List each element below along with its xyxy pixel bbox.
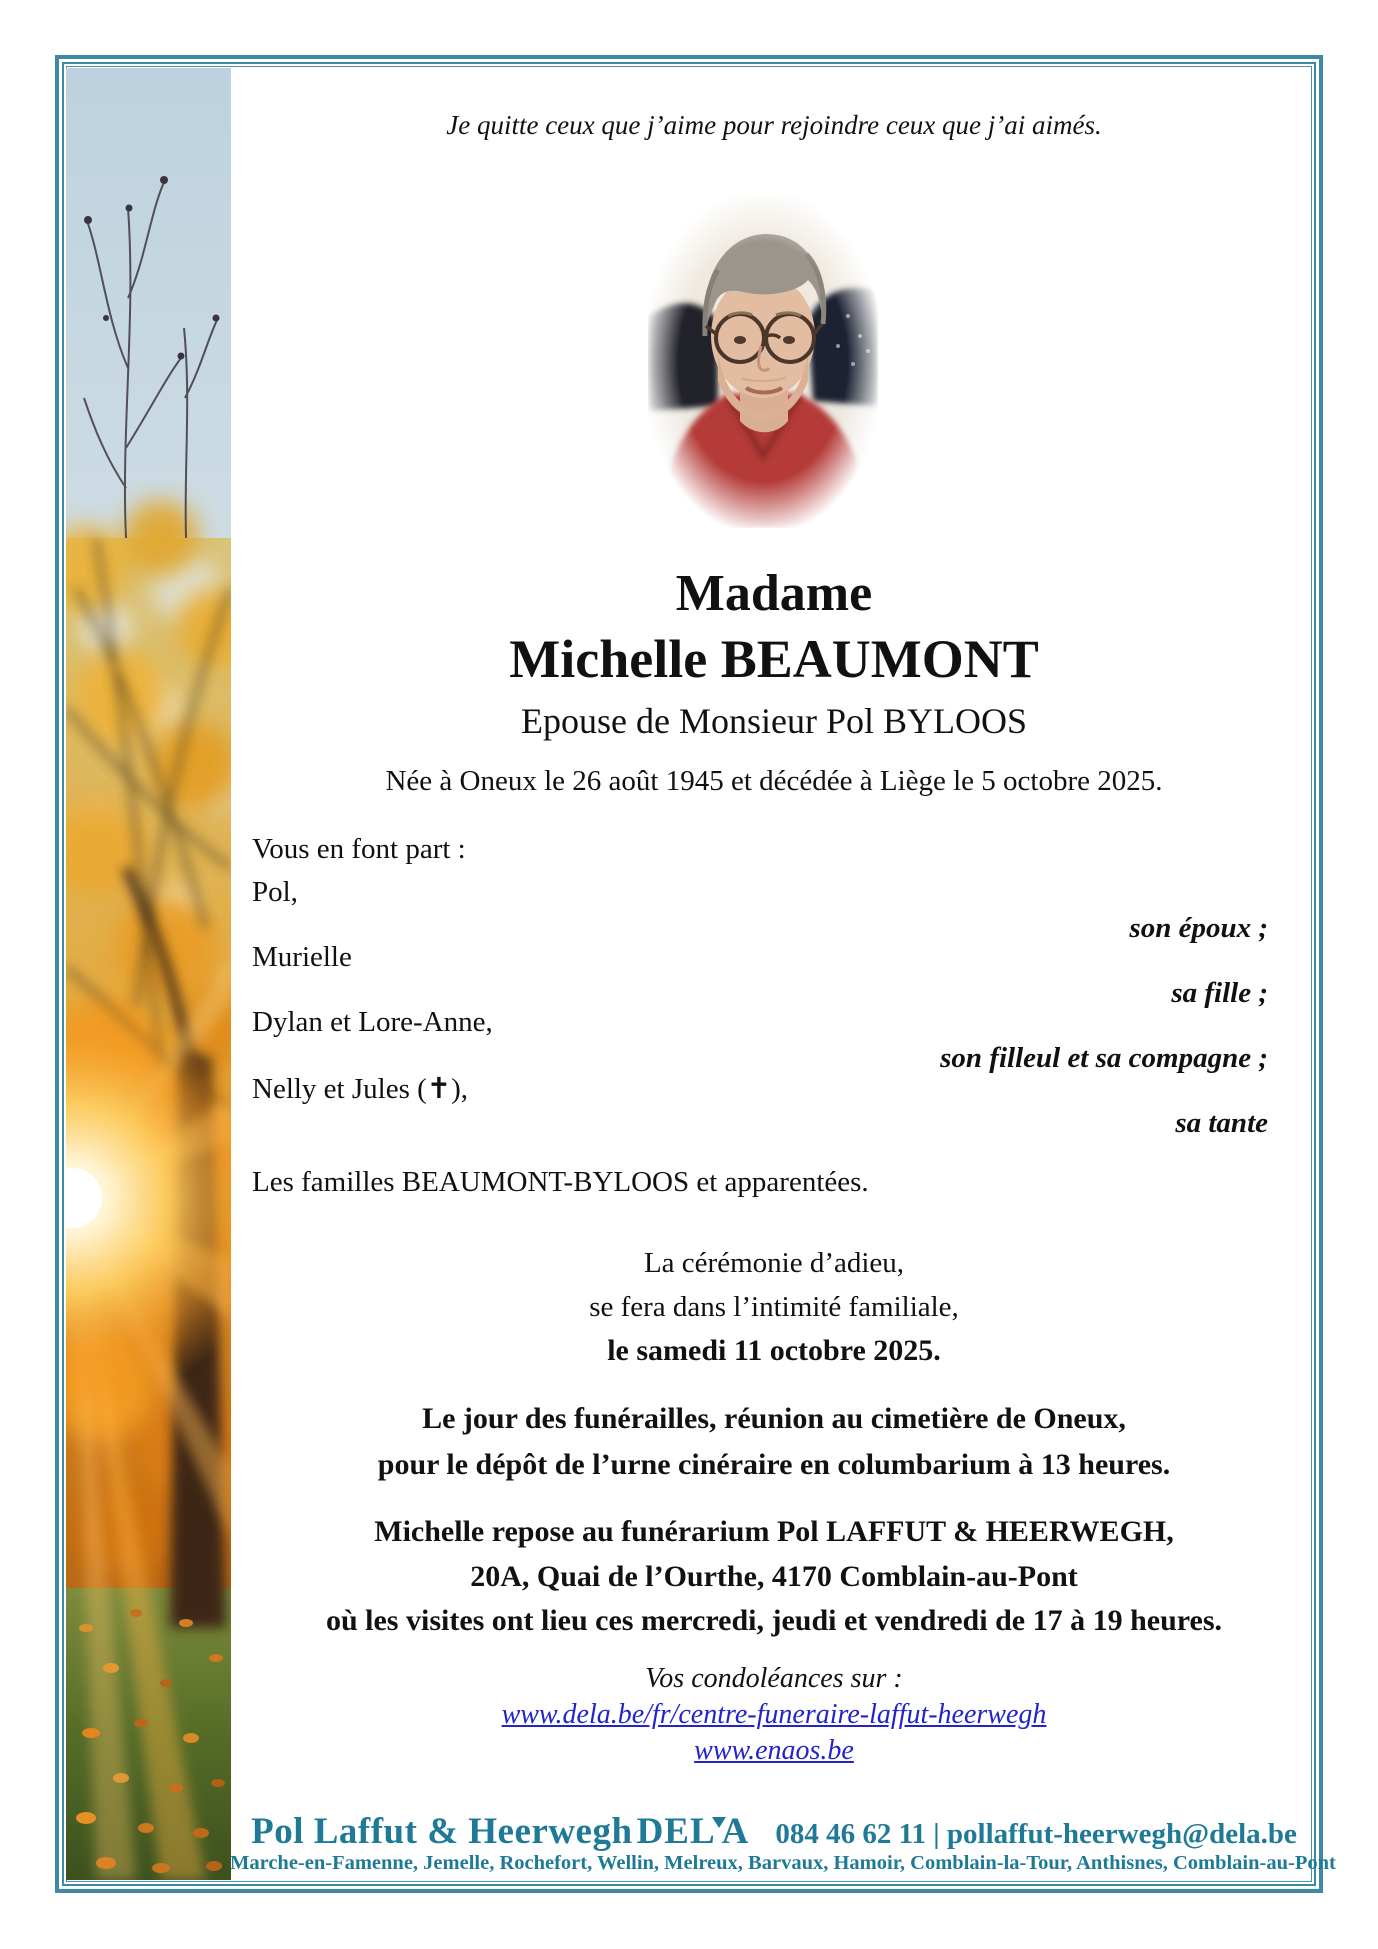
funeral-info-line: pour le dépôt de l’urne cinéraire en columbarium à 13 heures.	[377, 1448, 1171, 1481]
announcement-intro: Vous en font part :	[252, 833, 466, 865]
family-member-names: Murielle	[252, 941, 352, 973]
footer-contact: 084 46 62 11 | pollaffut-heerwegh@dela.be	[775, 1818, 1297, 1850]
family-member-names: Pol,	[252, 876, 298, 908]
family-member-names: Nelly et Jules (✝),	[252, 1073, 468, 1105]
family-member-relation: sa fille ;	[1171, 977, 1268, 1009]
spouse-line: Epouse de Monsieur Pol BYLOOS	[521, 701, 1027, 741]
autumn-scene-graphic	[66, 68, 231, 1880]
repose-address-line: 20A, Quai de l’Ourthe, 4170 Comblain-au-Pont	[470, 1560, 1078, 1593]
autumn-sidebar-photo	[66, 68, 231, 1880]
family-member-relation: son époux ;	[1129, 912, 1268, 944]
memorial-quote: Je quitte ceux que j’aime pour rejoindre ceux que j’ai aimés.	[446, 110, 1102, 140]
family-member-relation: sa tante	[1175, 1107, 1268, 1139]
funeral-home-brand: Pol Laffut & Heerwegh DEL A	[251, 1811, 750, 1852]
families-line: Les familles BEAUMONT-BYLOOS et apparentées.	[252, 1166, 869, 1198]
condolence-link-wrapper	[230, 1735, 1318, 1767]
visiting-hours-line: où les visites ont lieu ces mercredi, jeudi et vendredi de 17 à 19 heures.	[325, 1604, 1223, 1637]
condolence-link-wrapper	[230, 1699, 1318, 1731]
deceased-name: Michelle BEAUMONT	[509, 629, 1039, 689]
funeral-info-line: Le jour des funérailles, réunion au cimetière de Oneux,	[422, 1402, 1126, 1435]
deceased-title: Madame	[675, 565, 873, 622]
family-member-names: Dylan et Lore-Anne,	[252, 1006, 493, 1038]
condolences-label: Vos condoléances sur :	[645, 1663, 903, 1694]
birth-death-line: Née à Oneux le 26 août 1945 et décédée à Liège le 5 octobre 2025.	[385, 765, 1163, 797]
ceremony-date: le samedi 11 octobre 2025.	[607, 1334, 941, 1367]
ceremony-line: se fera dans l’intimité familiale,	[589, 1291, 959, 1323]
repose-info-line: Michelle repose au funérarium Pol LAFFUT & HEERWEGH,	[374, 1515, 1174, 1548]
portrait-graphic	[648, 196, 878, 528]
condolence-link-dela[interactable]: www.dela.be/fr/centre-funeraire-laffut-heerwegh	[501, 1699, 1047, 1730]
funeral-home-footer	[230, 1810, 1318, 1853]
ceremony-line: La cérémonie d’adieu,	[643, 1247, 905, 1279]
condolence-link-enaos[interactable]: www.enaos.be	[694, 1735, 854, 1766]
footer-locations: Marche-en-Famenne, Jemelle, Rochefort, Wellin, Melreux, Barvaux, Hamoir, Comblain-la-Tour, Anthisnes, Comblain-au-Pont	[230, 1852, 1336, 1874]
family-member-relation: son filleul et sa compagne ;	[940, 1042, 1268, 1074]
portrait-photo	[648, 196, 878, 528]
dela-logo: DEL A	[636, 1811, 750, 1852]
